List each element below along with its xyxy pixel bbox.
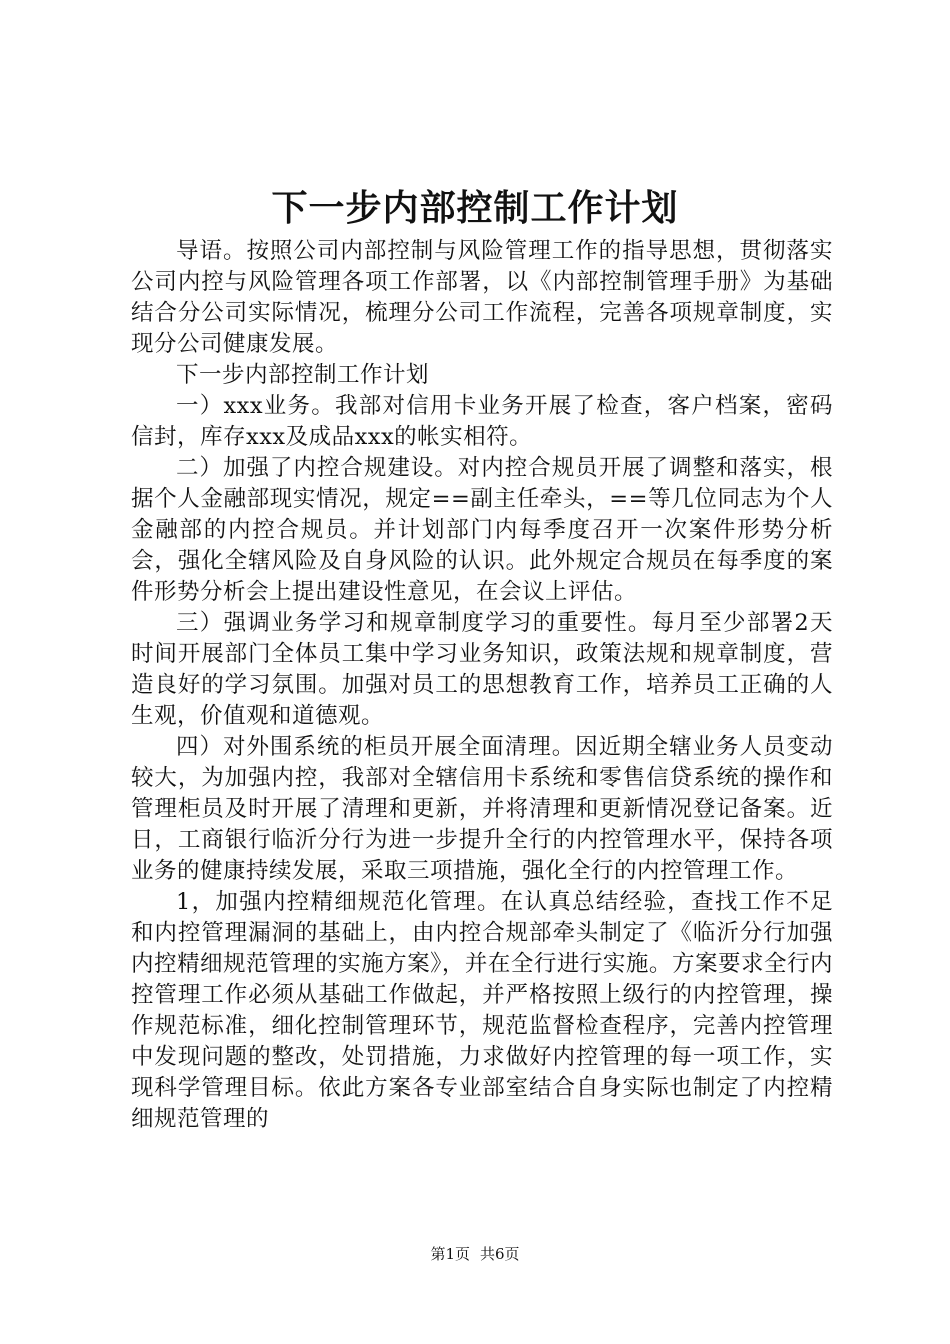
paragraph-item-4: 四）对外围系统的柜员开展全面清理。因近期全辖业务人员变动较大，为加强内控，我部对全辖信用卡系统和零售信贷系统的操作和管理柜员及时开展了清理和更新，并将清理和更新情况登记备案。近日，工商银行临沂分行为进一步提升全行的内控管理水平，保持各项业务的健康持续发展，采取三项措施，强化全行的内控管理工作。 <box>131 734 833 884</box>
paragraph-measure-1: 1，加强内控精细规范化管理。在认真总结经验，查找工作不足和内控管理漏洞的基础上，由内控合规部牵头制定了《临沂分行加强内控精细规范管理的实施方案》，并在全行进行实施。方案要求全行内控管理工作必须从基础工作做起，并严格按照上级行的内控管理，操作规范标准，细化控制管理环节，规范监督检查程序，完善内控管理中发现问题的整改，处罚措施，力求做好内控管理的每一项工作，实现科学管理目标。依此方案各专业部室结合自身实际也制定了内控精细规范管理的 <box>131 889 833 1132</box>
document-body <box>131 236 833 1135</box>
page-total: 共6页 <box>480 1245 520 1263</box>
intro-paragraph: 导语。按照公司内部控制与风险管理工作的指导思想，贯彻落实公司内控与风险管理各项工作部署，以《内部控制管理手册》为基础结合分公司实际情况，梳理分公司工作流程，完善各项规章制度，实现分公司健康发展。 <box>131 238 833 357</box>
page-number: 第1页 <box>430 1245 470 1263</box>
paragraph-item-3: 三）强调业务学习和规章制度学习的重要性。每月至少部署2天时间开展部门全体员工集中学习业务知识，政策法规和规章制度，营造良好的学习氛围。加强对员工的思想教育工作，培养员工正确的人生观，价值观和道德观。 <box>131 610 833 729</box>
document-title: 下一步内部控制工作计划 <box>271 188 679 229</box>
paragraph-item-2: 二）加强了内控合规建设。对内控合规员开展了调整和落实，根据个人金融部现实情况，规定==副主任牵头，==等几位同志为个人金融部的内控合规员。并计划部门内每季度召开一次案件形势分析会，强化全辖风险及自身风险的认识。此外规定合规员在每季度的案件形势分析会上提出建设性意见，在会议上评估。 <box>131 455 833 605</box>
page-footer <box>0 1244 950 1264</box>
paragraph-item-1: 一）xxx业务。我部对信用卡业务开展了检查，客户档案，密码信封，库存xxx及成品xxx的帐实相符。 <box>131 393 833 450</box>
section-heading: 下一步内部控制工作计划 <box>176 362 430 388</box>
